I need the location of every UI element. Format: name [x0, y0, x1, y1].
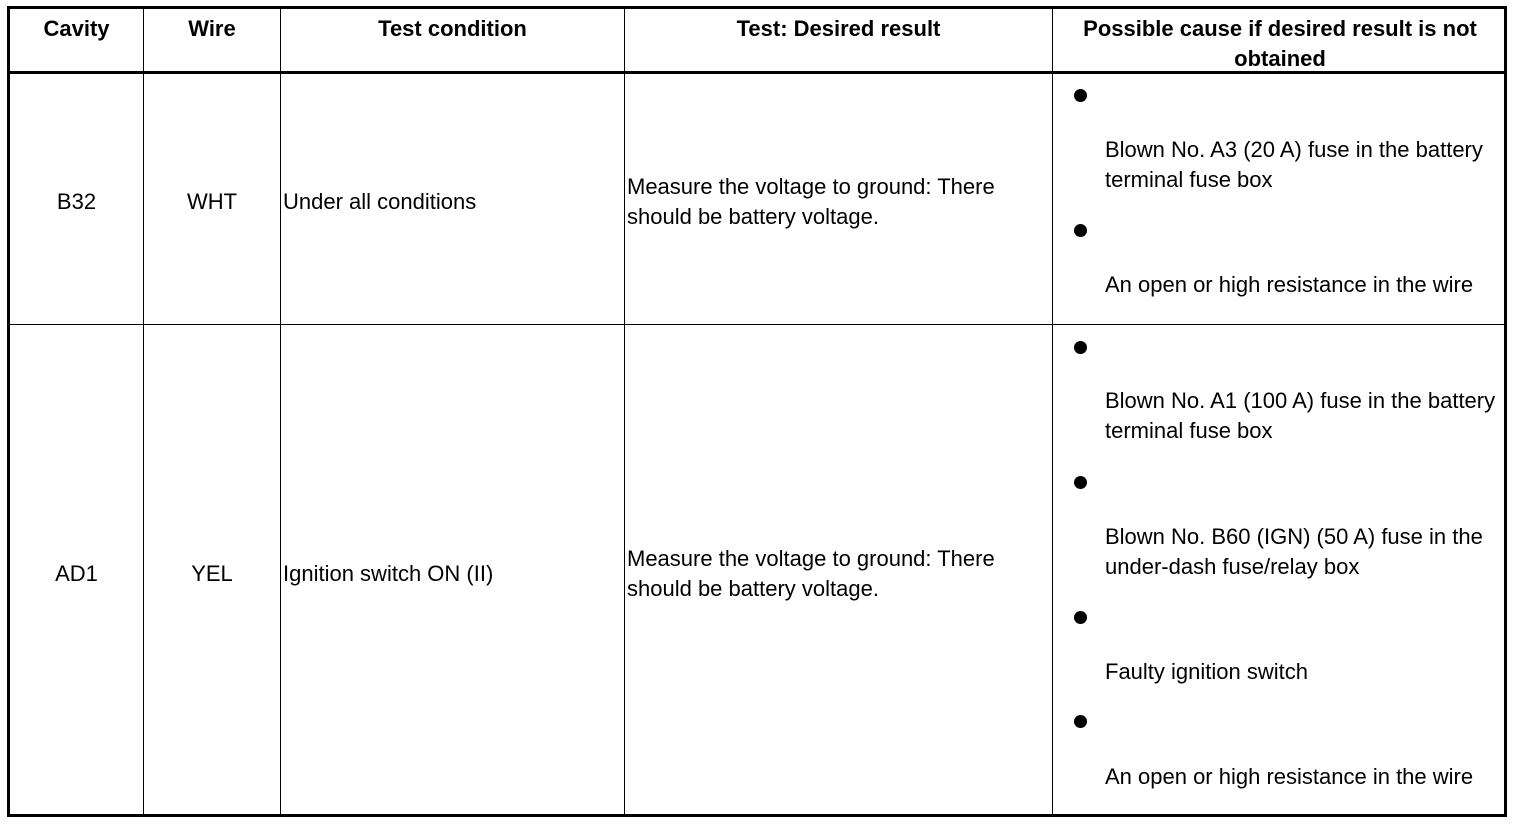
column-divider: [624, 9, 625, 814]
row-1-cause-1: Blown No. A3 (20 A) fuse in the battery terminal fuse box: [1105, 137, 1483, 192]
row-2-wire: YEL: [191, 561, 233, 586]
column-divider: [143, 9, 144, 814]
header-wire: Wire: [188, 16, 236, 41]
row-2-cause-4: An open or high resistance in the wire: [1105, 764, 1474, 789]
header-test-condition: Test condition: [378, 16, 527, 41]
bullet-icon: [1074, 715, 1087, 728]
test-table: [7, 6, 1507, 817]
bullet-icon: [1074, 611, 1087, 624]
bullet-icon: [1074, 89, 1087, 102]
bullet-icon: [1074, 476, 1087, 489]
row-1-wire: WHT: [186, 189, 238, 214]
header-cavity: Cavity: [43, 16, 110, 41]
bullet-icon: [1074, 341, 1087, 354]
row-2-cavity: AD1: [55, 561, 98, 586]
row-2-cause-2: Blown No. B60 (IGN) (50 A) fuse in the under-dash fuse/relay box: [1105, 524, 1483, 579]
row-1-cavity: B32: [56, 189, 97, 214]
row-2-cause-1: Blown No. A1 (100 A) fuse in the battery terminal fuse box: [1105, 388, 1496, 443]
row-2-desired-result: Measure the voltage to ground: There should be battery voltage.: [627, 546, 995, 601]
row-divider: [10, 324, 1504, 325]
row-2-cause-3: Faulty ignition switch: [1105, 659, 1308, 684]
column-divider: [1052, 9, 1053, 814]
bullet-icon: [1074, 224, 1087, 237]
row-1-test-condition: Under all conditions: [283, 189, 477, 214]
header-possible-cause: Possible cause if desired result is not obtained: [1083, 16, 1477, 71]
column-divider: [280, 9, 281, 814]
header-desired-result: Test: Desired result: [736, 16, 941, 41]
row-1-desired-result: Measure the voltage to ground: There should be battery voltage.: [627, 174, 995, 229]
row-2-test-condition: Ignition switch ON (II): [283, 561, 494, 586]
row-1-cause-2: An open or high resistance in the wire: [1105, 272, 1474, 297]
